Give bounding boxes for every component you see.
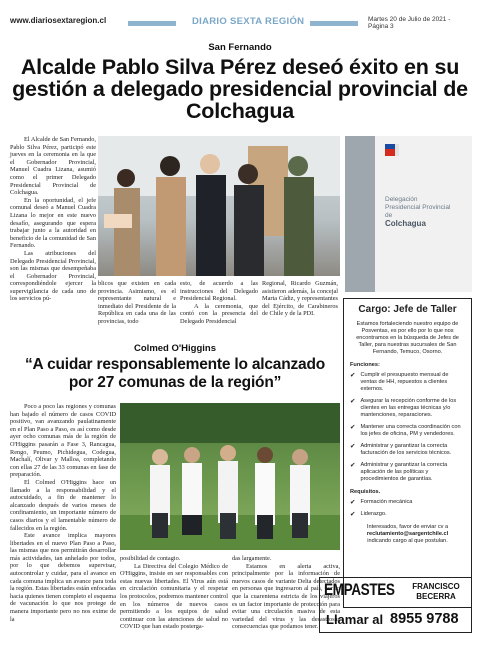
list-item: [350, 462, 465, 483]
article1-para: El Alcalde de San Fernando, Pablo Silva Pérez, participó este jueves en la ceremonia en la que el Gobernador Provincial, Manuel Cuadra Lizana, asumió como el primer Delegado Presidencial Provincial de Colchagua.: [10, 136, 96, 197]
list-item: [350, 424, 465, 438]
cta-line: Interesados, favor de enviar cv a: [366, 524, 449, 530]
sign-text: [385, 196, 469, 228]
job-ad: [343, 298, 472, 608]
job-ad-cta: [350, 524, 465, 545]
sign-line: de: [385, 212, 393, 219]
banner-name: FRANCISCO BECERRA: [412, 582, 460, 601]
article1-para: En la oportunidad, el jefe comunal deseó a Manuel Cuadra Lizana lo mejor en este nuevo desafío, asegurando que espera trabajar junto a la autoridad en beneficio de la comunidad de San Fernando.: [10, 196, 96, 250]
flag-icon-blue: [385, 144, 395, 149]
article2-col1: [10, 403, 116, 623]
sign-line: Delegación: [385, 196, 418, 203]
check-icon: ✔: [350, 398, 356, 405]
newspaper-name: DIARIO SEXTA REGIÓN: [192, 16, 305, 27]
article2-para: Este avance implica mayores libertades en el nuevo Plan Paso a Paso, las mismas que nos permitirán desarrollar más actividades, tan anhelado por todos, por lo que debemos supervisar, autocontrolar y cuidar, para el avance en cada comuna implica un avance para toda la región. Estas libertades están enfocadas hacia quienes tienen completo el esquema de vacunación lo que nos protege de manera importante pero no nos exime de la: [10, 532, 116, 623]
check-icon: ✔: [350, 499, 356, 506]
article1-col1: [10, 136, 96, 303]
article1-para: blicos que existen en cada provincia. Asimismo, es el representante natural e inmediato del Presidente de la República en cada una de las provincias, todo: [98, 280, 176, 325]
check-icon: ✔: [350, 511, 356, 518]
site-url[interactable]: www.diariosextaregion.cl: [10, 16, 107, 25]
article1-para: Las atribuciones del Delegado Presidencial Provincial, son las mismas que desempeñaba el Gobernador Provincial, correspondiéndole ejercer la supervigilancia de cada uno de los servicios pú-: [10, 249, 96, 303]
cta-line: indicando cargo al que postulan.: [367, 538, 448, 544]
delegation-sign-photo: [345, 136, 472, 292]
article2-headline: “A cuidar responsablemente lo alcanzado por 27 comunas de la región”: [25, 356, 325, 391]
article1-para: Regional, Ricardo Guzmán, asistieron además, la concejal Marta Cádiz, y representantes del Ejército, de Carabineros de Chile y de la PDI.: [262, 280, 338, 318]
page-header: [10, 10, 470, 30]
function-text: Mantener una correcta coordinación con los jefes de oficina, PM y vendedores.: [360, 424, 461, 437]
article2-para: posibilidad de contagio.: [120, 555, 181, 562]
functions-label: Funciones:: [350, 362, 380, 368]
article2-kicker: Colmed O'Higgins: [134, 343, 216, 354]
job-ad-intro: Estamos fortaleciendo nuestro equipo de Posventas, es por ello por lo que nos encontramos en la búsqueda de Jefes de Taller, para nuestras sucursales de San Fernando, Temuco, Osorno.: [356, 321, 459, 355]
banner-empastes: EMPASTES: [324, 580, 395, 599]
sign-line: Colchagua: [385, 219, 426, 228]
empastes-banner: [319, 577, 472, 633]
colmed-people-illustration: [120, 403, 340, 550]
article2-para: das largamente.: [232, 555, 272, 562]
ceremony-people-illustration: [98, 136, 340, 276]
article2-para: Poco a poco las regiones y comunas han bajado el número de casos COVID positivo, van avanzando paulatinamente en el Plan Paso a Paso, es así como desde ayer ocho comunas más de la región de O'Higgins pasarán a Fase 3, Rancagua, Rengo, Peumo, Pichidegua, Codegua, Machalí, Olivar y Malloa, completando con ellas 27 de las 33 comunas en fase de preparación.: [10, 403, 116, 479]
article1-col3: [180, 280, 258, 326]
list-item: [350, 372, 465, 393]
ceremony-photo: [98, 136, 340, 276]
check-icon: ✔: [350, 372, 356, 379]
page-date: Martes 20 de Julio de 2021 - Página 3: [368, 16, 451, 30]
colmed-photo: [120, 403, 340, 550]
job-ad-title: Cargo: Jefe de Taller: [358, 304, 457, 315]
banner-llamar: Llamar al: [326, 612, 384, 627]
function-text: Asegurar la recepción conforme de los clientes en las entregas técnicas y/o mantenciones, reparaciones.: [360, 398, 457, 418]
article1-para: A la ceremonia, que contó con la presencia del Delegado Presidencial: [180, 302, 258, 325]
article1-para: esto, de acuerdo a las instrucciones del Delegado Presidencial Regional.: [180, 280, 258, 303]
list-item: [350, 398, 465, 419]
article2-para: La Directiva del Colegio Médico de O'Higgins, insiste en ser responsables con estas nuevas libertades. El Virus aún está en circulación comunitaria y el respetar los protocolos, podremos mantener control en los números de nuevos casos permitiendo a los equipos de salud continuar con las atenciones de salud no COVID que han estado posterga-: [120, 562, 228, 631]
header-bar-left: [128, 21, 176, 26]
header-bar-right: [310, 21, 358, 26]
article2-para: Estamos en alerta activa, principalmente por la información de nuevos casos de variante Delta detectados en personas que ingresaron al país, por lo que la cuarentena estricta de los viajeros es un factor importante de protección para evitar una circulación masiva de esta variedad del virus y las desastrosas consecuencias que podamos tener.: [232, 562, 340, 631]
article2-para: El Colmed O'Higgins hace un llamado a la responsabilidad y el autocuidado, a fin de mantener lo alcanzado después de varios meses de confinamiento, un importante número de casos diarios y el lamentable número de fallecidos en la región.: [10, 478, 116, 532]
article1-headline: Alcalde Pablo Silva Pérez deseó éxito en su gestión a delegado presidencial provincial de Colchagua: [12, 55, 468, 123]
list-item: [350, 499, 465, 506]
flag-icon-bar: [395, 144, 399, 156]
check-icon: ✔: [350, 462, 356, 469]
article1-col2: [98, 280, 176, 326]
check-icon: ✔: [350, 424, 356, 431]
article1-kicker: San Fernando: [208, 42, 272, 53]
list-item: [350, 443, 465, 457]
banner-phone[interactable]: 8955 9788: [390, 611, 459, 627]
function-text: Administrar y garantizar la correcta aplicación de las políticas y procedimientos de garantías.: [360, 462, 448, 482]
function-text: Administrar y garantizar la correcta facturación de los servicios técnicos.: [360, 443, 452, 456]
article2-col2: [120, 555, 228, 631]
sign-wall-shadow: [345, 136, 375, 292]
functions-list: [350, 372, 465, 483]
list-item: [350, 511, 465, 518]
cta-email[interactable]: reclutamiento@sargentchile.cl: [366, 531, 449, 537]
sign-line: Presidencial Provincial: [385, 204, 451, 211]
requirement-text: Liderazgo.: [360, 511, 387, 517]
requirements-list: [350, 499, 465, 518]
check-icon: ✔: [350, 443, 356, 450]
requirements-label: Requisitos.: [350, 489, 381, 495]
requirement-text: Formación mecánica: [360, 499, 413, 505]
function-text: Cumplir el presupuesto mensual de ventas de HH, repuestos a clientes externos.: [360, 372, 449, 392]
article1-col4: [262, 280, 338, 318]
